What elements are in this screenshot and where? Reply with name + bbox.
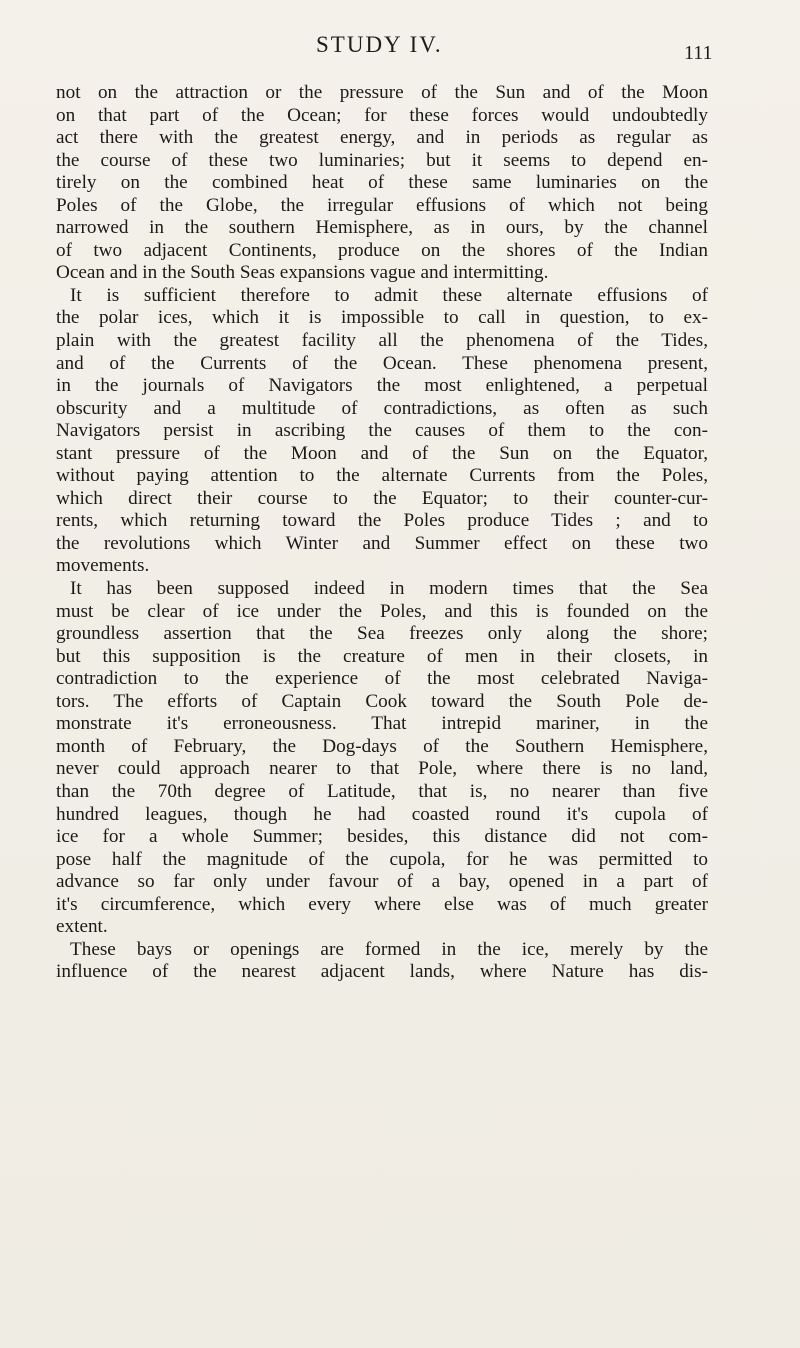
text-line: tirely on the combined heat of these same luminaries on the (56, 172, 708, 194)
text-line: Poles of the Globe, the irregular effusions of which not being (56, 194, 708, 216)
text-line: must be clear of ice under the Poles, and this is founded on the (56, 600, 708, 622)
text-line: contradiction to the experience of the most celebrated Naviga- (56, 668, 708, 690)
text-line: It is sufficient therefore to admit these alternate effusions of (70, 284, 708, 306)
text-line: which direct their course to the Equator; to their counter-cur- (56, 487, 708, 509)
text-line: Navigators persist in ascribing the causes of them to the con- (56, 420, 708, 442)
text-line: stant pressure of the Moon and of the Sun on the Equator, (56, 442, 708, 464)
text-line: rents, which returning toward the Poles produce Tides ; and to (56, 510, 708, 532)
text-line: Ocean and in the South Seas expansions vague and intermitting. (56, 262, 549, 284)
text-line: but this supposition is the creature of men in their closets, in (56, 645, 708, 667)
text-line: movements. (56, 555, 150, 577)
text-line: of two adjacent Continents, produce on the shores of the Indian (56, 239, 708, 261)
text-line: influence of the nearest adjacent lands, where Nature has dis- (56, 961, 708, 983)
body-text (56, 82, 708, 984)
text-line: act there with the greatest energy, and in periods as regular as (56, 127, 708, 149)
text-line: month of February, the Dog-days of the Southern Hemisphere, (56, 735, 708, 757)
text-line: not on the attraction or the pressure of the Sun and of the Moon (56, 82, 708, 103)
text-line: monstrate it's erroneousness. That intrepid mariner, in the (56, 713, 708, 735)
text-line: These bays or openings are formed in the ice, merely by the (70, 938, 708, 960)
running-title: STUDY IV. (316, 32, 443, 57)
text-line: advance so far only under favour of a bay, opened in a part of (56, 871, 708, 893)
text-line: than the 70th degree of Latitude, that is, no nearer than five (56, 780, 708, 802)
text-line: groundless assertion that the Sea freezes only along the shore; (56, 623, 708, 645)
text-line: narrowed in the southern Hemisphere, as in ours, by the channel (56, 217, 708, 239)
text-line: pose half the magnitude of the cupola, for he was permitted to (56, 848, 708, 870)
text-line: obscurity and a multitude of contradictions, as often as such (56, 397, 708, 419)
text-line: on that part of the Ocean; for these forces would undoubtedly (56, 104, 708, 126)
page-number: 111 (684, 42, 713, 64)
text-line: and of the Currents of the Ocean. These phenomena present, (56, 352, 708, 374)
text-line: it's circumference, which every where else was of much greater (56, 893, 708, 915)
text-line: hundred leagues, though he had coasted round it's cupola of (56, 803, 708, 825)
text-line: tors. The efforts of Captain Cook toward the South Pole de- (56, 690, 708, 712)
text-line: ice for a whole Summer; besides, this distance did not com- (56, 826, 708, 848)
text-line: never could approach nearer to that Pole, where there is no land, (56, 758, 708, 780)
text-line: without paying attention to the alternate Currents from the Poles, (56, 465, 708, 487)
text-line: plain with the greatest facility all the phenomena of the Tides, (56, 330, 708, 352)
text-line: It has been supposed indeed in modern times that the Sea (70, 578, 708, 600)
text-line: the revolutions which Winter and Summer effect on these two (56, 532, 708, 554)
text-line: the polar ices, which it is impossible to call in question, to ex- (56, 307, 708, 329)
text-line: extent. (56, 916, 108, 938)
text-line: in the journals of Navigators the most enlightened, a perpetual (56, 375, 708, 397)
running-head (0, 30, 800, 70)
text-line: the course of these two luminaries; but it seems to depend en- (56, 149, 708, 171)
